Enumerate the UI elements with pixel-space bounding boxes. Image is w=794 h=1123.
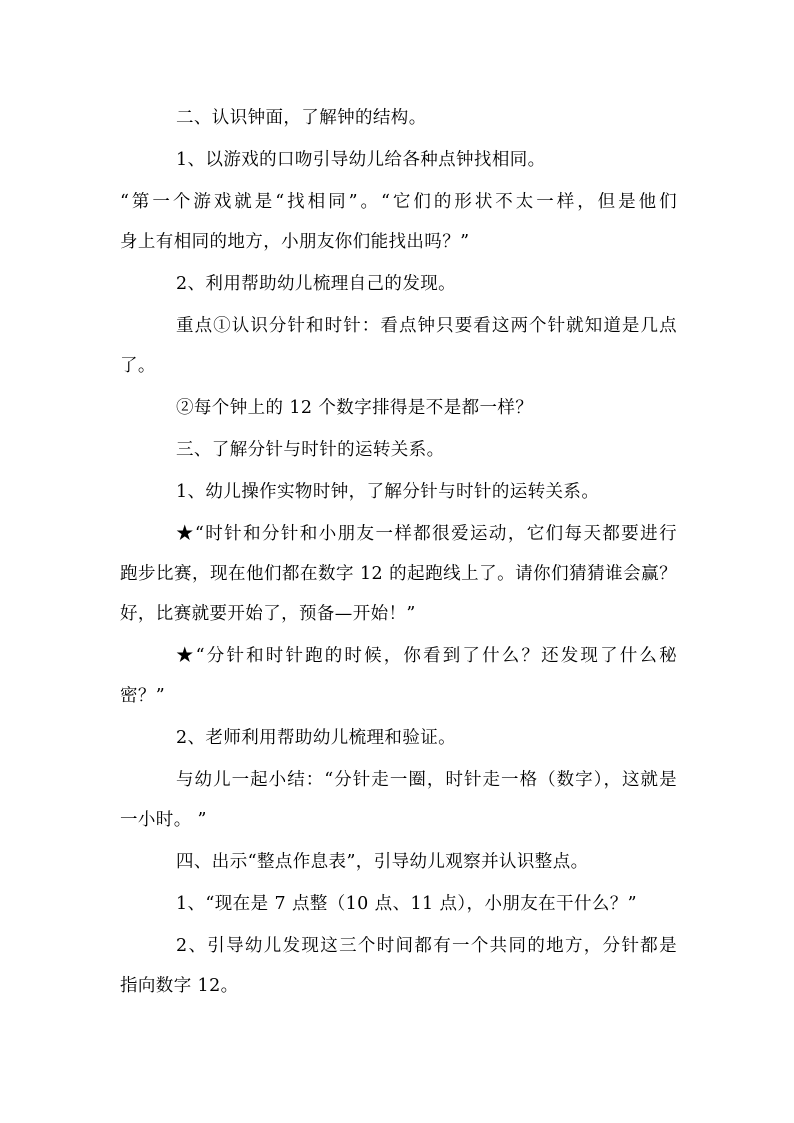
section-2-heading: 二、认识钟面，了解钟的结构。	[176, 108, 427, 128]
section-4-heading: 四、出示“整点作息表”，引导幼儿观察并认识整点。	[176, 852, 589, 872]
section-2-quote-1-line-1: “第一个游戏就是“找相同”。“它们的形状不太一样，但是他们	[120, 192, 677, 212]
section-3-heading: 三、了解分针与时针的运转关系。	[176, 440, 445, 460]
section-3-summary-line-1: 与幼儿一起小结：“分针走一圈，时针走一格（数字），这就是	[176, 770, 677, 790]
section-4-item-2-line-2: 指向数字 12。	[120, 976, 239, 996]
section-3-summary-line-2: 一小时。 ”	[120, 810, 207, 830]
section-2-key-point-line-1: 重点①认识分针和时针：看点钟只要看这两个针就知道是几点	[176, 316, 677, 336]
section-3-star-2-line-2: 密？”	[120, 686, 166, 706]
section-2-item-1: 1、以游戏的口吻引导幼儿给各种点钟找相同。	[176, 150, 546, 170]
section-2-item-2: 2、利用帮助幼儿梳理自己的发现。	[176, 274, 457, 294]
section-2-quote-1-line-2: 身上有相同的地方，小朋友你们能找出吗？”	[120, 232, 470, 252]
section-2-key-point-line-2: 了。	[120, 356, 156, 376]
section-3-star-1-line-3: 好，比赛就要开始了，预备—开始！”	[120, 604, 416, 624]
section-4-item-1: 1、“现在是 7 点整（10 点、11 点），小朋友在干什么？”	[176, 894, 637, 914]
section-3-star-1-line-2: 跑步比赛，现在他们都在数字 12 的起跑线上了。请你们猜猜谁会赢？	[120, 564, 677, 584]
section-3-star-1-line-1: ★“时针和分针和小朋友一样都很爱运动，它们每天都要进行	[176, 524, 677, 544]
section-4-item-2-line-1: 2、引导幼儿发现这三个时间都有一个共同的地方，分针都是	[176, 936, 677, 956]
section-3-star-2-line-1: ★“分针和时针跑的时候，你看到了什么？还发现了什么秘	[176, 646, 677, 666]
section-3-item-2: 2、老师利用帮助幼儿梳理和验证。	[176, 728, 457, 748]
section-3-item-1: 1、幼儿操作实物时钟，了解分针与时针的运转关系。	[176, 482, 600, 502]
section-2-key-point-2: ②每个钟上的 12 个数字排得是不是都一样？	[176, 398, 534, 418]
